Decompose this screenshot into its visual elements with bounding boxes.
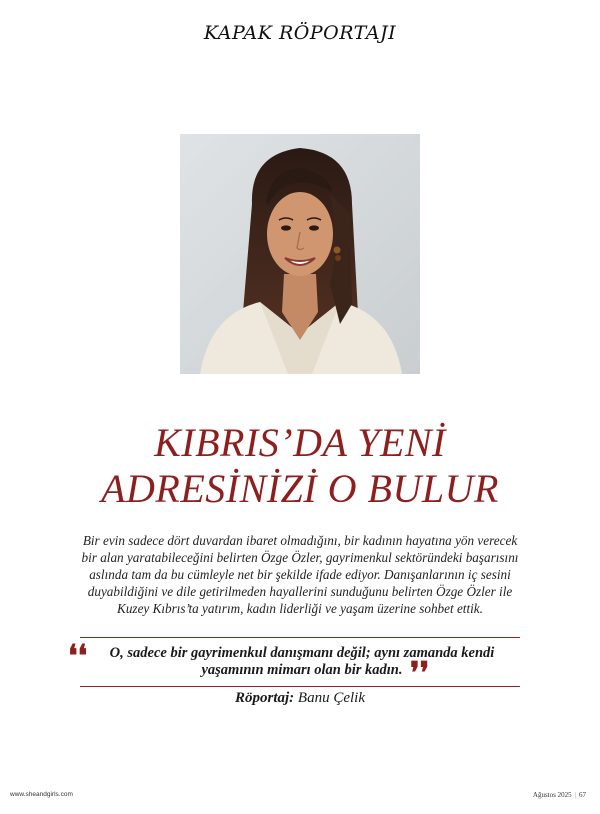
footer-divider: | [574,791,576,799]
intro-line: duyabildiğini ve dile getirilmeden hayallerini sunduğunu belirten Özge Özler ile [87,584,513,599]
pull-quote-line-2: yaşamının mimarı olan bir kadın. [201,662,403,678]
footer-issue-date: Ağustos 2025 [532,791,572,799]
headline-line-2: ADRESİNİZİ O BULUR [101,466,499,511]
intro-line: Bir evin sadece dört duvardan ibaret olmadığını, bir kadının hayatına yön verecek [82,533,518,548]
intro-line: Kuzey Kıbrıs’ta yatırım, kadın liderliği ve yaşam üzerine sohbet ettik. [117,601,483,616]
byline-label: Röportaj: [234,690,295,706]
close-quote-icon: ❜❜ [410,656,430,691]
headline [0,420,600,512]
intro-line: bir alan yaratabileceğini belirten Özge Özler, gayrimenkul sektöründeki başarısını [81,550,519,565]
footer-page-number: 67 [579,791,586,799]
byline [0,690,600,707]
footer-website: www.sheandgirls.com [10,791,73,798]
headline-line-1: KIBRIS’DA YENİ [154,420,446,465]
open-quote-icon: ❛❛ [68,639,88,674]
portrait-illustration [180,134,420,374]
intro-paragraph [50,532,550,617]
byline-author: Banu Çelik [297,690,365,706]
pull-quote-text [92,645,512,679]
section-label: KAPAK RÖPORTAJI [203,22,397,44]
pull-quote [68,637,520,691]
pull-quote-line-1: O, sadece bir gayrimenkul danışmanı değil; aynı zamanda kendi [109,645,495,661]
intro-line: aslında tam da bu cümleyle net bir şekilde ifade ediyor. Danışanlarının iç sesini [89,567,511,582]
cover-portrait-photo [180,134,420,374]
footer-issue-info [533,791,586,799]
